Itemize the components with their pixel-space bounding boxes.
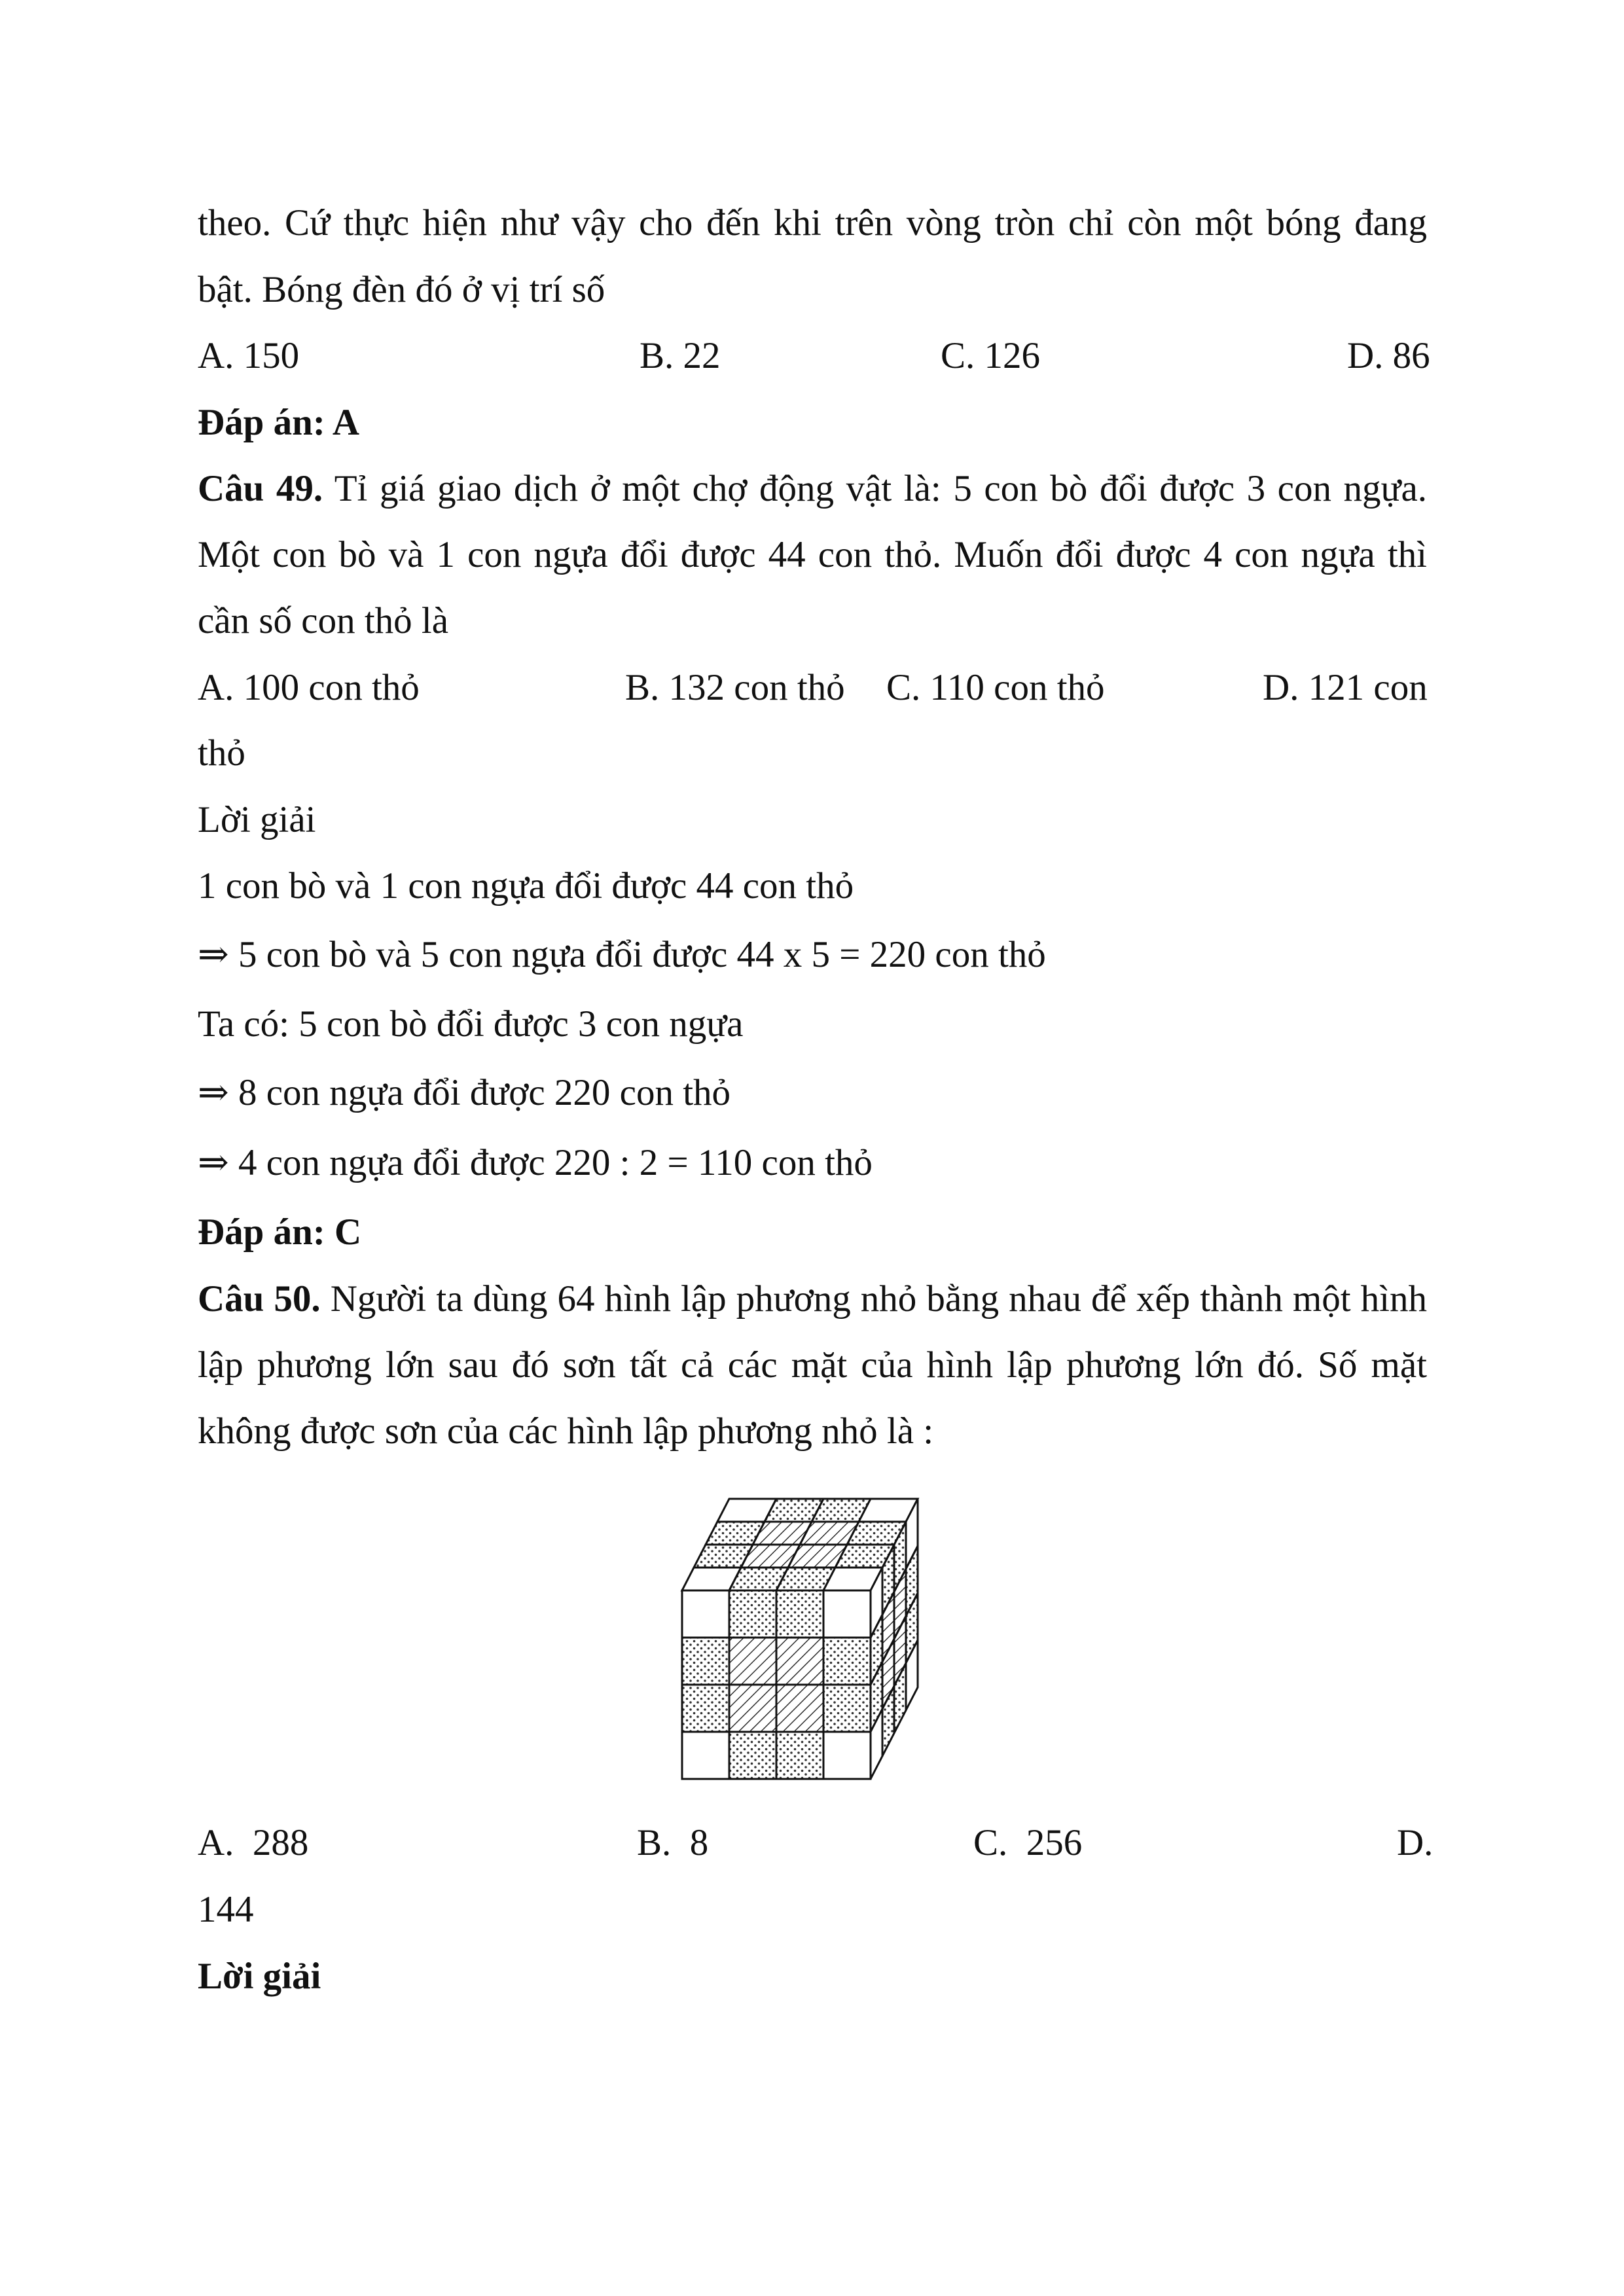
q49-step-2: ⇒ 5 con bò và 5 con ngựa đổi được 44 x 5 = 220 con thỏ — [198, 934, 1046, 975]
cube-4x4x4-painted-icon — [674, 1484, 975, 1792]
cube-front-cell — [776, 1638, 823, 1685]
q49-text: Tỉ giá giao dịch ở một chợ động vật là: 5 con bò đổi được 3 con ngựa. — [323, 468, 1427, 509]
q49-option-a: A. 100 con thỏ — [198, 667, 420, 708]
cube-front-cell — [729, 1732, 776, 1779]
cube-front-cell — [682, 1685, 729, 1732]
q49-step-4: ⇒ 8 con ngựa đổi được 220 con thỏ — [198, 1072, 731, 1113]
q48-text-line-2: bật. Bóng đèn đó ở vị trí số — [198, 269, 605, 310]
q48-answer: Đáp án: A — [198, 402, 360, 443]
q50-text: Người ta dùng 64 hình lập phương nhỏ bằng nhau để xếp thành một hình — [320, 1278, 1427, 1319]
q50-solution-title: Lời giải — [198, 1956, 321, 1997]
cube-front-cell — [729, 1590, 776, 1638]
q49-text-line-3: cần số con thỏ là — [198, 600, 449, 641]
q48-option-c: C. 126 — [941, 335, 1041, 376]
q49-option-c: C. 110 con thỏ — [886, 667, 1105, 708]
cube-front-cell — [729, 1638, 776, 1685]
cube-front-cell — [823, 1590, 871, 1638]
q50-text-line-3: không được sơn của các hình lập phương nhỏ là : — [198, 1410, 934, 1452]
q49-option-b: B. 132 con thỏ — [625, 667, 845, 708]
q50-option-b: B. 8 — [637, 1822, 709, 1863]
cube-front-cell — [682, 1590, 729, 1638]
q50-option-a: A. 288 — [198, 1822, 309, 1863]
q48-option-a: A. 150 — [198, 335, 300, 376]
cube-front-cell — [823, 1732, 871, 1779]
cube-front-cell — [682, 1732, 729, 1779]
q50-text-line-2: lập phương lớn sau đó sơn tất cả các mặt của hình lập phương lớn đó. Số mặt — [198, 1344, 1427, 1386]
cube-front-face — [682, 1590, 871, 1779]
cube-front-cell — [682, 1638, 729, 1685]
q50-option-d-wrap: 144 — [198, 1889, 254, 1930]
q48-text-line-1: theo. Cứ thực hiện như vậy cho đến khi trên vòng tròn chỉ còn một bóng đang — [198, 202, 1427, 243]
cube-front-cell — [729, 1685, 776, 1732]
q49-label: Câu 49. — [198, 468, 323, 509]
q49-text-line-1 — [198, 470, 1427, 507]
q50-option-d: D. — [1397, 1822, 1434, 1863]
q50-text-line-1 — [198, 1280, 1427, 1318]
q49-option-d-wrap: thỏ — [198, 732, 245, 774]
q50-label: Câu 50. — [198, 1278, 321, 1319]
cube-front-cell — [776, 1732, 823, 1779]
cube-front-cell — [823, 1685, 871, 1732]
cube-front-cell — [823, 1638, 871, 1685]
q49-step-5: ⇒ 4 con ngựa đổi được 220 : 2 = 110 con thỏ — [198, 1142, 873, 1183]
q49-text-line-2: Một con bò và 1 con ngựa đổi được 44 con thỏ. Muốn đổi được 4 con ngựa thì — [198, 534, 1427, 575]
q50-option-c: C. 256 — [973, 1822, 1083, 1863]
q49-step-3: Ta có: 5 con bò đổi được 3 con ngựa — [198, 1003, 744, 1045]
q49-option-d: D. 121 con — [1263, 667, 1428, 708]
cube-front-cell — [776, 1685, 823, 1732]
q49-answer: Đáp án: C — [198, 1211, 362, 1253]
q48-option-d: D. 86 — [1347, 335, 1430, 376]
cube-front-cell — [776, 1590, 823, 1638]
q49-solution-title: Lời giải — [198, 799, 316, 840]
q49-step-1: 1 con bò và 1 con ngựa đổi được 44 con thỏ — [198, 865, 854, 906]
q48-option-b: B. 22 — [640, 335, 721, 376]
